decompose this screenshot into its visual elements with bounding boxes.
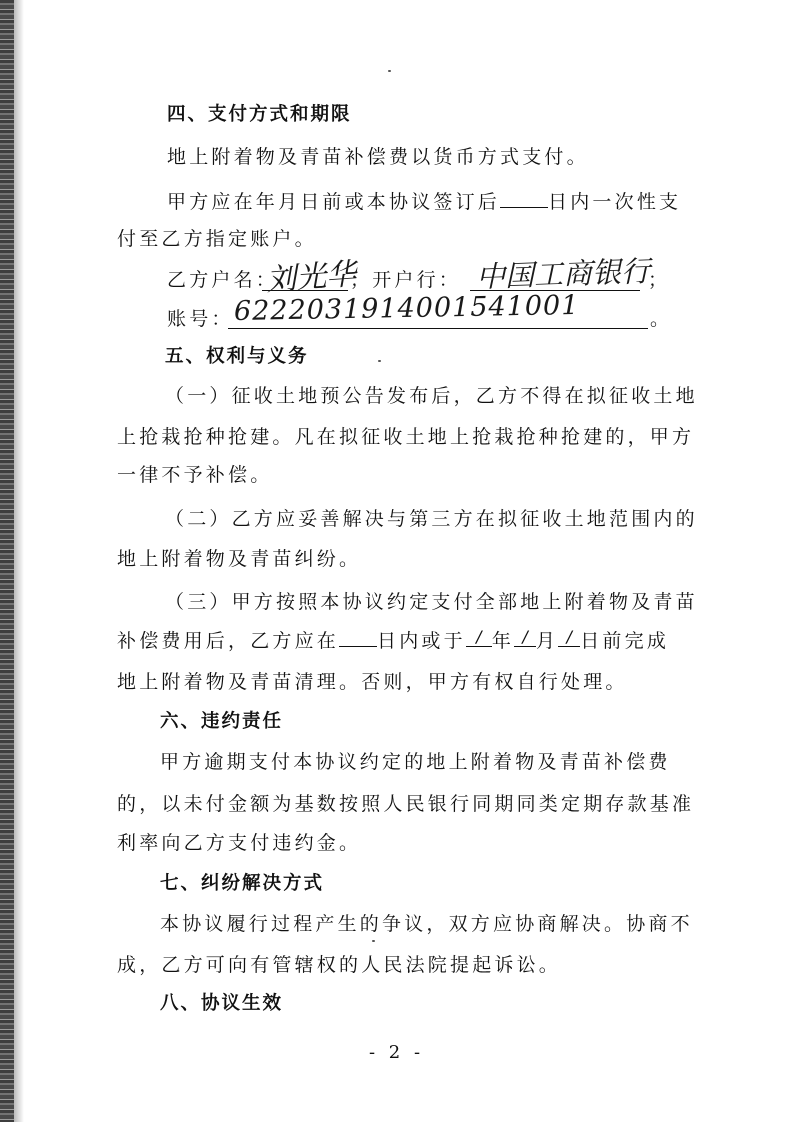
handwritten-account-number: 6222031914001541001	[233, 289, 580, 328]
account-number-label: 账号：	[167, 308, 234, 330]
section-heading-dispute: 七、纠纷解决方式	[160, 873, 325, 894]
paragraph-line: （二）乙方应妥善解决与第三方在拟征收土地范围内的	[165, 508, 698, 530]
blank-month-field	[514, 628, 536, 647]
text-span: 年	[491, 630, 515, 652]
text-span: 日内一次性支	[548, 191, 682, 213]
scan-speck	[388, 70, 391, 72]
slash-mark: /	[566, 627, 572, 646]
bank-label: ；开户行：	[350, 269, 462, 291]
paragraph-line: 地上附着物及青苗补偿费以货币方式支付。	[167, 146, 589, 168]
section-heading-effect: 八、协议生效	[160, 993, 284, 1014]
account-number-underline	[228, 328, 648, 329]
text-span: 补偿费用后，乙方应在	[117, 630, 340, 652]
paragraph-line: 成，乙方可向有管辖权的人民法院提起诉讼。	[117, 954, 562, 976]
paragraph-line: 甲方逾期支付本协议约定的地上附着物及青苗补偿费	[160, 751, 671, 773]
paragraph-line: 一律不予补偿。	[117, 464, 273, 486]
scan-speck	[378, 360, 381, 362]
handwritten-account-name: 刘光华	[265, 256, 358, 299]
paragraph-line: 地上附着物及青苗清理。否则，甲方有权自行处理。	[117, 671, 628, 693]
section-heading-rights: 五、权利与义务	[165, 346, 309, 367]
paragraph-line: 上抢栽抢种抢建。凡在拟征收土地上抢栽抢种抢建的，甲方	[117, 426, 695, 448]
slash-mark: /	[522, 627, 528, 646]
scan-speck	[372, 940, 375, 942]
blank-days-field	[339, 628, 377, 647]
text-span: 甲方应在年月日前或本协议签订后	[167, 191, 501, 213]
paragraph-line: （一）征收土地预公告发布后，乙方不得在拟征收土地	[165, 385, 698, 407]
handwritten-bank-name: 中国工商银行	[475, 253, 651, 295]
text-span: 月	[536, 630, 559, 652]
page-number: - 2 -	[368, 1042, 425, 1063]
section-heading-payment: 四、支付方式和期限	[167, 104, 352, 125]
scan-edge-fade	[14, 0, 24, 1122]
text-span: 日内或于	[377, 630, 466, 652]
paragraph-line: 本协议履行过程产生的争议，双方应协商解决。协商不	[160, 913, 693, 935]
punctuation: 。	[650, 308, 673, 330]
paragraph-line: 付至乙方指定账户。	[117, 228, 317, 250]
slash-mark: /	[476, 627, 482, 646]
section-heading-liability: 六、违约责任	[160, 711, 284, 732]
text-span: 日前完成	[580, 630, 670, 652]
paragraph-line	[167, 189, 681, 214]
paragraph-line: 地上附着物及青苗纠纷。	[117, 548, 362, 570]
blank-day-field	[558, 628, 580, 647]
account-name-label: 乙方户名：	[167, 269, 279, 291]
paragraph-line: （三）甲方按照本协议约定支付全部地上附着物及青苗	[165, 591, 698, 613]
paragraph-line: 的，以未付金额为基数按照人民银行同期同类定期存款基准	[117, 793, 695, 815]
punctuation: ；	[648, 269, 671, 291]
paragraph-line	[117, 628, 669, 653]
blank-days-field	[500, 189, 548, 208]
paragraph-line: 利率向乙方支付违约金。	[117, 832, 362, 854]
blank-year-field	[466, 628, 492, 647]
scan-edge-shadow	[0, 0, 14, 1122]
